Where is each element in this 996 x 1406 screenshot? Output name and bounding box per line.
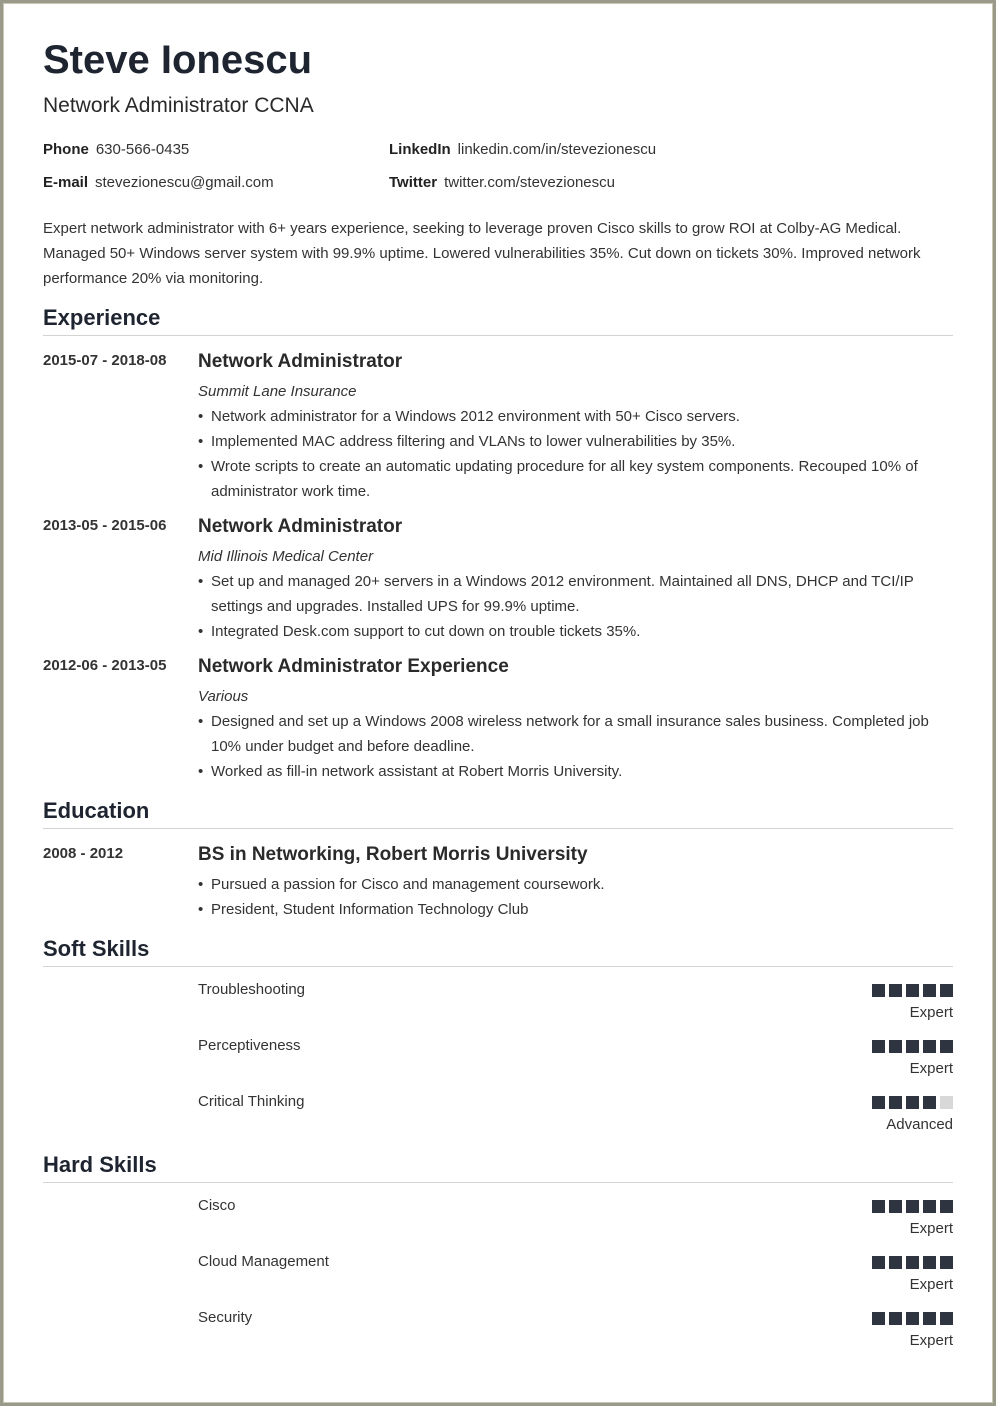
candidate-headline: Network Administrator CCNA <box>43 94 314 117</box>
skill-rating <box>872 984 953 997</box>
skill-rating <box>872 1256 953 1269</box>
bullet-item: • Network administrator for a Windows 2012 environment with 50+ Cisco servers. <box>198 404 953 429</box>
entry-dates: 2015-07 - 2018-08 <box>43 352 167 369</box>
rating-square-filled <box>906 1312 919 1325</box>
rating-square-filled <box>940 1040 953 1053</box>
skill-row <box>198 981 953 1031</box>
entry-title: Network Administrator Experience <box>198 656 509 677</box>
rating-square-filled <box>889 1200 902 1213</box>
twitter-label: Twitter <box>389 174 438 191</box>
entry-title: Network Administrator <box>198 351 403 372</box>
skill-name: Troubleshooting <box>198 981 306 998</box>
rating-square-filled <box>940 1200 953 1213</box>
rating-square-filled <box>923 984 936 997</box>
rating-square-filled <box>923 1040 936 1053</box>
bullet-item: • Designed and set up a Windows 2008 wireless network for a small insurance sales business. Completed job 10% under budget and before deadline. <box>198 709 953 759</box>
skill-rating <box>872 1040 953 1053</box>
skill-row <box>198 1309 953 1359</box>
rating-square-filled <box>923 1200 936 1213</box>
bullet-item: • Implemented MAC address filtering and VLANs to lower vulnerabilities by 35%. <box>198 429 953 454</box>
bullet-item: • Pursued a passion for Cisco and management coursework. <box>198 872 953 897</box>
section-title-experience: Experience <box>43 305 953 336</box>
bullet-item: • Set up and managed 20+ servers in a Windows 2012 environment. Maintained all DNS, DHCP and TCI/IP settings and upgrades. Installed UPS for 99.9% uptime. <box>198 569 953 619</box>
rating-square-filled <box>940 1312 953 1325</box>
rating-square-empty <box>940 1096 953 1109</box>
rating-square-filled <box>872 1040 885 1053</box>
skill-level: Expert <box>909 1220 953 1237</box>
rating-square-filled <box>872 984 885 997</box>
bullet-item: • Worked as fill-in network assistant at Robert Morris University. <box>198 759 953 784</box>
contact-twitter <box>389 174 615 191</box>
twitter-value: twitter.com/stevezionescu <box>444 174 615 191</box>
entry-title: BS in Networking, Robert Morris University <box>198 844 588 865</box>
bullet-item: • Wrote scripts to create an automatic updating procedure for all key system components. Recouped 10% of administrator work time. <box>198 454 953 504</box>
email-value: stevezionescu@gmail.com <box>95 174 274 191</box>
rating-square-filled <box>923 1096 936 1109</box>
skill-row <box>198 1253 953 1303</box>
rating-square-filled <box>872 1200 885 1213</box>
entry-bullets <box>198 709 953 784</box>
entry-organization: Mid Illinois Medical Center <box>198 548 374 565</box>
entry-body <box>198 843 953 922</box>
skill-name: Cisco <box>198 1197 236 1214</box>
skill-level: Expert <box>909 1276 953 1293</box>
skill-name: Cloud Management <box>198 1253 329 1270</box>
rating-square-filled <box>889 1040 902 1053</box>
rating-square-filled <box>923 1256 936 1269</box>
skill-row <box>198 1093 953 1143</box>
entry-organization: Various <box>198 688 249 705</box>
candidate-name: Steve Ionescu <box>43 38 313 82</box>
rating-square-filled <box>940 984 953 997</box>
entry-title: Network Administrator <box>198 516 403 537</box>
rating-square-filled <box>889 984 902 997</box>
skill-name: Security <box>198 1309 253 1326</box>
skill-name: Critical Thinking <box>198 1093 305 1110</box>
phone-value: 630-566-0435 <box>95 141 190 158</box>
rating-square-filled <box>923 1312 936 1325</box>
entry-dates: 2012-06 - 2013-05 <box>43 657 167 674</box>
skill-rating <box>872 1312 953 1325</box>
entry-bullets <box>198 569 953 644</box>
skill-row <box>198 1197 953 1247</box>
rating-square-filled <box>906 1256 919 1269</box>
rating-square-filled <box>906 1040 919 1053</box>
entry-organization: Summit Lane Insurance <box>198 383 357 400</box>
email-label: E-mail <box>43 174 89 191</box>
bullet-item: • Integrated Desk.com support to cut down on trouble tickets 35%. <box>198 619 953 644</box>
entry-body <box>198 350 953 504</box>
rating-square-filled <box>889 1256 902 1269</box>
skill-row <box>198 1037 953 1087</box>
section-title-soft-skills: Soft Skills <box>43 936 953 967</box>
rating-square-filled <box>872 1256 885 1269</box>
contact-email <box>43 174 274 191</box>
section-title-education: Education <box>43 798 953 829</box>
skill-rating <box>872 1096 953 1109</box>
rating-square-filled <box>906 1200 919 1213</box>
linkedin-value: linkedin.com/in/stevezionescu <box>457 141 657 158</box>
summary-text: Expert network administrator with 6+ years experience, seeking to leverage proven Cisco skills to grow ROI at Colby-AG Medical. Managed 50+ Windows server system with 99.9% uptime. Lowered vulnerabilities 35%. Cut down on tickets 30%. Improved network performance 20% via monitoring. <box>43 220 921 287</box>
entry-bullets <box>198 872 953 922</box>
bullet-item: • President, Student Information Technology Club <box>198 897 953 922</box>
skill-level: Expert <box>909 1060 953 1077</box>
rating-square-filled <box>889 1096 902 1109</box>
rating-square-filled <box>889 1312 902 1325</box>
rating-square-filled <box>940 1256 953 1269</box>
rating-square-filled <box>872 1096 885 1109</box>
entry-dates: 2013-05 - 2015-06 <box>43 517 167 534</box>
linkedin-label: LinkedIn <box>389 141 451 158</box>
entry-dates: 2008 - 2012 <box>43 845 124 862</box>
contact-linkedin <box>389 141 656 158</box>
skill-level: Expert <box>909 1332 953 1349</box>
skill-level: Advanced <box>886 1116 953 1133</box>
skill-level: Expert <box>909 1004 953 1021</box>
phone-label: Phone <box>43 141 89 158</box>
section-title-hard-skills: Hard Skills <box>43 1152 953 1183</box>
skill-rating <box>872 1200 953 1213</box>
skill-name: Perceptiveness <box>198 1037 301 1054</box>
contact-phone <box>43 141 189 158</box>
rating-square-filled <box>872 1312 885 1325</box>
entry-body <box>198 515 953 644</box>
rating-square-filled <box>906 984 919 997</box>
entry-body <box>198 655 953 784</box>
entry-bullets <box>198 404 953 504</box>
rating-square-filled <box>906 1096 919 1109</box>
